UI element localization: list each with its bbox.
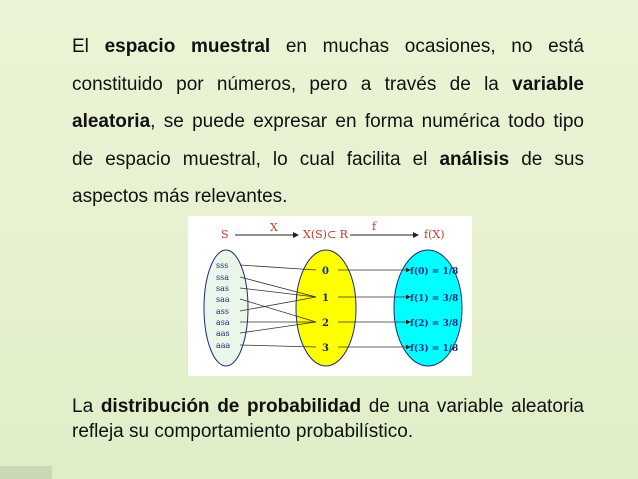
bold-term-distribucion: distribución de probabilidad bbox=[100, 396, 362, 417]
text-segment: El bbox=[72, 36, 105, 57]
sample-outcome: sas bbox=[216, 284, 229, 293]
random-variable-diagram bbox=[188, 216, 472, 376]
bold-term-analisis: análisis bbox=[439, 148, 510, 170]
label-xs: X(S)⊂ R bbox=[303, 228, 348, 241]
text-segment: en muchas ocasiones, no está constituido por números, pero a través de la bbox=[72, 36, 584, 95]
probability-label: f(2) = 3/8 bbox=[410, 319, 459, 329]
value-label: 2 bbox=[322, 318, 329, 329]
probability-label: f(3) = 1/8 bbox=[410, 344, 459, 354]
bold-term-variable-aleatoria: variable aleatoria bbox=[72, 73, 584, 133]
value-label: 0 bbox=[322, 266, 329, 277]
corner-decoration bbox=[0, 466, 52, 479]
bold-term-espacio-muestral: espacio muestral bbox=[104, 36, 271, 57]
probability-label: f(1) = 3/8 bbox=[410, 294, 459, 304]
text-segment: de una variable aleatoria refleja su comportamiento probabilístico. bbox=[72, 396, 585, 442]
value-label: 1 bbox=[322, 293, 329, 304]
probability-label: f(0) = 1/8 bbox=[410, 267, 459, 277]
value-label: 3 bbox=[322, 343, 329, 354]
text-segment: de sus aspectos más relevantes. bbox=[72, 148, 584, 208]
intro-paragraph bbox=[72, 28, 584, 216]
text-segment: La bbox=[72, 396, 101, 417]
label-s: S bbox=[221, 228, 229, 241]
sample-outcome: saa bbox=[216, 295, 230, 304]
diagram-svg bbox=[188, 216, 472, 376]
text-segment: , se puede expresar en forma numérica todo tipo de espacio muestral, lo cual facilita el bbox=[72, 111, 584, 170]
sample-outcome: ssa bbox=[216, 273, 229, 282]
label-fx: f(X) bbox=[424, 228, 445, 241]
sample-outcome: aas bbox=[216, 329, 230, 338]
conclusion-paragraph bbox=[72, 394, 584, 444]
label-f: f bbox=[372, 220, 377, 233]
sample-outcome: sss bbox=[216, 261, 229, 270]
sample-outcome: aaa bbox=[216, 341, 231, 350]
label-x: X bbox=[270, 221, 278, 234]
sample-outcome: ass bbox=[216, 307, 229, 316]
sample-outcome: asa bbox=[216, 318, 230, 327]
